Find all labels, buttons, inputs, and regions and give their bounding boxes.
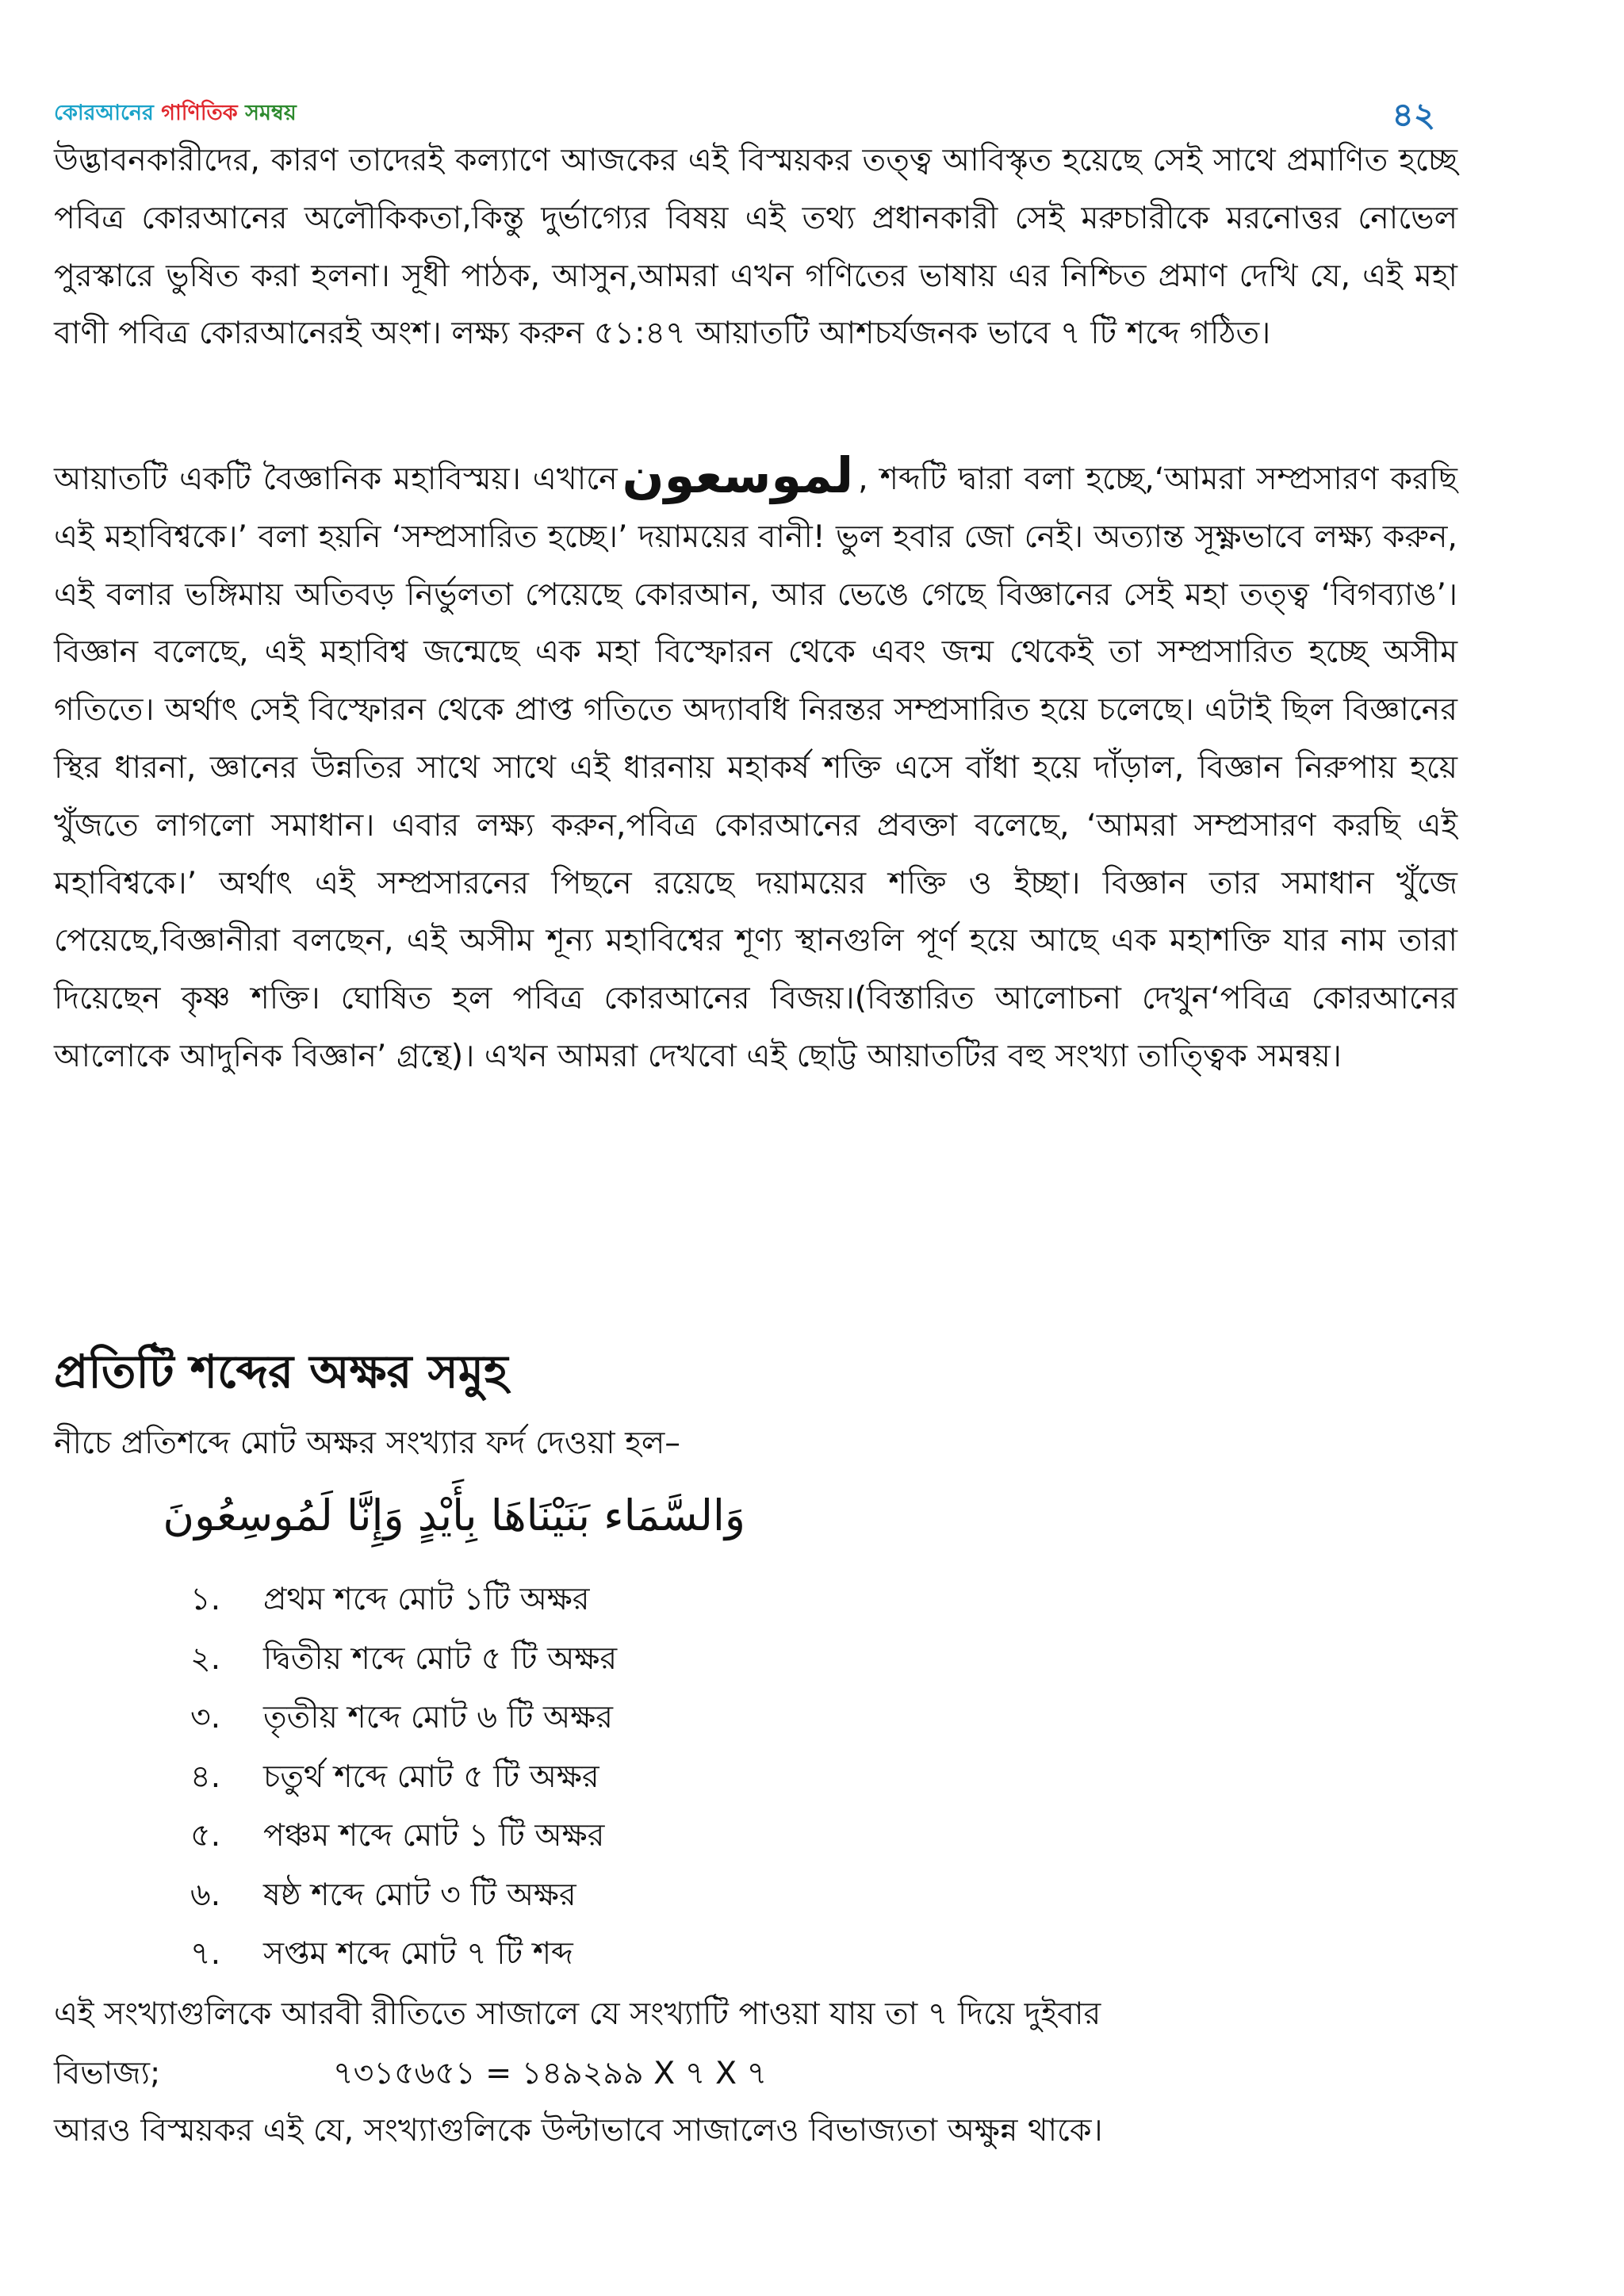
list-item-number: ১.: [190, 1581, 221, 1617]
list-item-text: তৃতীয় শব্দে মোট ৬ টি অক্ষর: [263, 1699, 613, 1735]
running-title-part-1: কোরআনের: [54, 101, 154, 125]
paragraph-2-lead: আয়াতটি একটি বৈজ্ঞানিক মহাবিস্ময়। এখানে: [54, 461, 618, 497]
equation-label: বিভাজ্য;: [54, 2055, 161, 2091]
list-item: [190, 1866, 617, 1925]
list-item: [190, 1629, 617, 1689]
list-item-text: পঞ্চম শব্দে মোট ১ টি অক্ষর: [263, 1817, 605, 1854]
list-item-number: ৭.: [190, 1935, 221, 1972]
paragraph-2: [54, 446, 1457, 1085]
list-item-number: ৪.: [190, 1758, 221, 1795]
page-number: ৪২: [1392, 95, 1435, 134]
equation: ৭৩১৫৬৫১ = ১৪৯২৯৯ X ৭ X ৭: [333, 2055, 768, 2091]
section-heading: প্রতিটি শব্দের অক্ষর সমুহ: [54, 1345, 508, 1399]
letter-count-list: [190, 1570, 617, 1984]
running-title: [54, 97, 297, 132]
list-item-text: চতুর্থ শব্দে মোট ৫ টি অক্ষর: [263, 1758, 599, 1795]
list-item-text: সপ্তম শব্দে মোট ৭ টি শব্দ: [263, 1935, 573, 1972]
list-item-number: ৩.: [190, 1699, 221, 1735]
list-item-text: দ্বিতীয় শব্দে মোট ৫ টি অক্ষর: [263, 1640, 618, 1677]
conclusion-line-1: এই সংখ্যাগুলিকে আরবী রীতিতে সাজালে যে সংখ্যাটি পাওয়া যায় তা ৭ দিয়ে দুইবার: [54, 1996, 1101, 2032]
list-item-number: ৫.: [190, 1817, 221, 1854]
list-item-number: ৬.: [190, 1876, 221, 1913]
list-item: [190, 1747, 617, 1807]
list-item: [190, 1806, 617, 1866]
equation-line: [54, 2047, 767, 2099]
paragraph-2-body: , শব্দটি দ্বারা বলা হচ্ছে,‘আমরা সম্প্রসারণ করছি এই মহাবিশ্বকে।’ বলা হয়নি ‘সম্প্রসারিত হচ্ছে।’ দয়াময়ের বানী! ভুল হবার জো নেই। অত্যান্ত সূক্ষ্ণভাবে লক্ষ্য করুন, এই বলার ভঙ্গিমায় অতিবড় নির্ভুলতা পেয়েছে কোরআন, আর ভেঙে গেছে বিজ্ঞানের সেই মহা তত্ত্ব ‘বিগব্যাঙ’। বিজ্ঞান বলেছে, এই মহাবিশ্ব জন্মেছে এক মহা বিস্ফোরন থেকে এবং জন্ম থেকেই তা সম্প্রসারিত হচ্ছে অসীম গতিতে। অর্থাৎ সেই বিস্ফোরন থেকে প্রাপ্ত গতিতে অদ্যাবধি নিরন্তর সম্প্রসারিত হয়ে চলেছে। এটাই ছিল বিজ্ঞানের স্থির ধারনা, জ্ঞানের উন্নতির সাথে সাথে এই ধারনায় মহাকর্ষ শক্তি এসে বাঁধা হয়ে দাঁড়াল, বিজ্ঞান নিরুপায় হয়ে খুঁজতে লাগলো সমাধান। এবার লক্ষ্য করুন,পবিত্র কোরআনের প্রবক্তা বলেছে, ‘আমরা সম্প্রসারণ করছি এই মহাবিশ্বকে।’ অর্থাৎ এই সম্প্রসারনের পিছনে রয়েছে দয়াময়ের শক্তি ও ইচ্ছা। বিজ্ঞান তার সমাধান খুঁজে পেয়েছে,বিজ্ঞানীরা বলছেন, এই অসীম শূন্য মহাবিশ্বের শূণ্য স্থানগুলি পূর্ণ হয়ে আছে এক মহাশক্তি যার নাম তারা দিয়েছেন কৃষ্ণ শক্তি। ঘোষিত হল পবিত্র কোরআনের বিজয়।(বিস্তারিত আলোচনা দেখুন‘পবিত্র কোরআনের আলোকে আদুনিক বিজ্ঞান’ গ্রন্থে)। এখন আমরা দেখবো এই ছোট্ট আয়াতটির বহু সংখ্যা তাত্ত্বিক সমন্বয়।: [54, 461, 1457, 1074]
page-header: [54, 89, 1435, 134]
paragraph-1: উদ্ভাবনকারীদের, কারণ তাদেরই কল্যাণে আজকের এই বিস্ময়কর তত্ত্ব আবিস্কৃত হয়েছে সেই সাথে প্রমাণিত হচ্ছে পবিত্র কোরআনের অলৌকিকতা,কিন্তু দুর্ভাগ্যের বিষয় এই তথ্য প্রধানকারী সেই মরুচারীকে মরনোত্তর নোভেল পুরস্কারে ভুষিত করা হলনা। সূধী পাঠক, আসুন,আমরা এখন গণিতের ভাষায় এর নিশ্চিত প্রমাণ দেখি যে, এই মহা বাণী পবিত্র কোরআনেরই অংশ। লক্ষ্য করুন ৫১:৪৭ আয়াতটি আশচর্যজনক ভাবে ৭ টি শব্দে গঠিত।: [54, 142, 1457, 352]
section-intro: নীচে প্রতিশব্দে মোট অক্ষর সংখ্যার ফর্দ দেওয়া হল–: [54, 1425, 681, 1461]
arabic-word-inline: لموسعون: [622, 446, 854, 504]
list-item: [190, 1688, 617, 1747]
conclusion-line-2: আরও বিস্ময়কর এই যে, সংখ্যাগুলিকে উল্টাভাবে সাজালেও বিভাজ্যতা অক্ষুন্ন থাকে।: [54, 2112, 1103, 2149]
list-item: [190, 1924, 617, 1984]
list-item-text: ষষ্ঠ শব্দে মোট ৩ টি অক্ষর: [263, 1876, 576, 1913]
arabic-verse: وَالسَّمَاء بَنَيْنَاهَا بِأَيْدٍ وَإِنَّا لَمُوسِعُونَ: [163, 1490, 745, 1540]
running-title-part-3: সমম্বয়: [245, 101, 297, 125]
list-item-text: প্রথম শব্দে মোট ১টি অক্ষর: [263, 1581, 590, 1617]
list-item-number: ২.: [190, 1640, 221, 1677]
running-title-part-2: গাণিতিক: [161, 101, 238, 125]
list-item: [190, 1570, 617, 1629]
